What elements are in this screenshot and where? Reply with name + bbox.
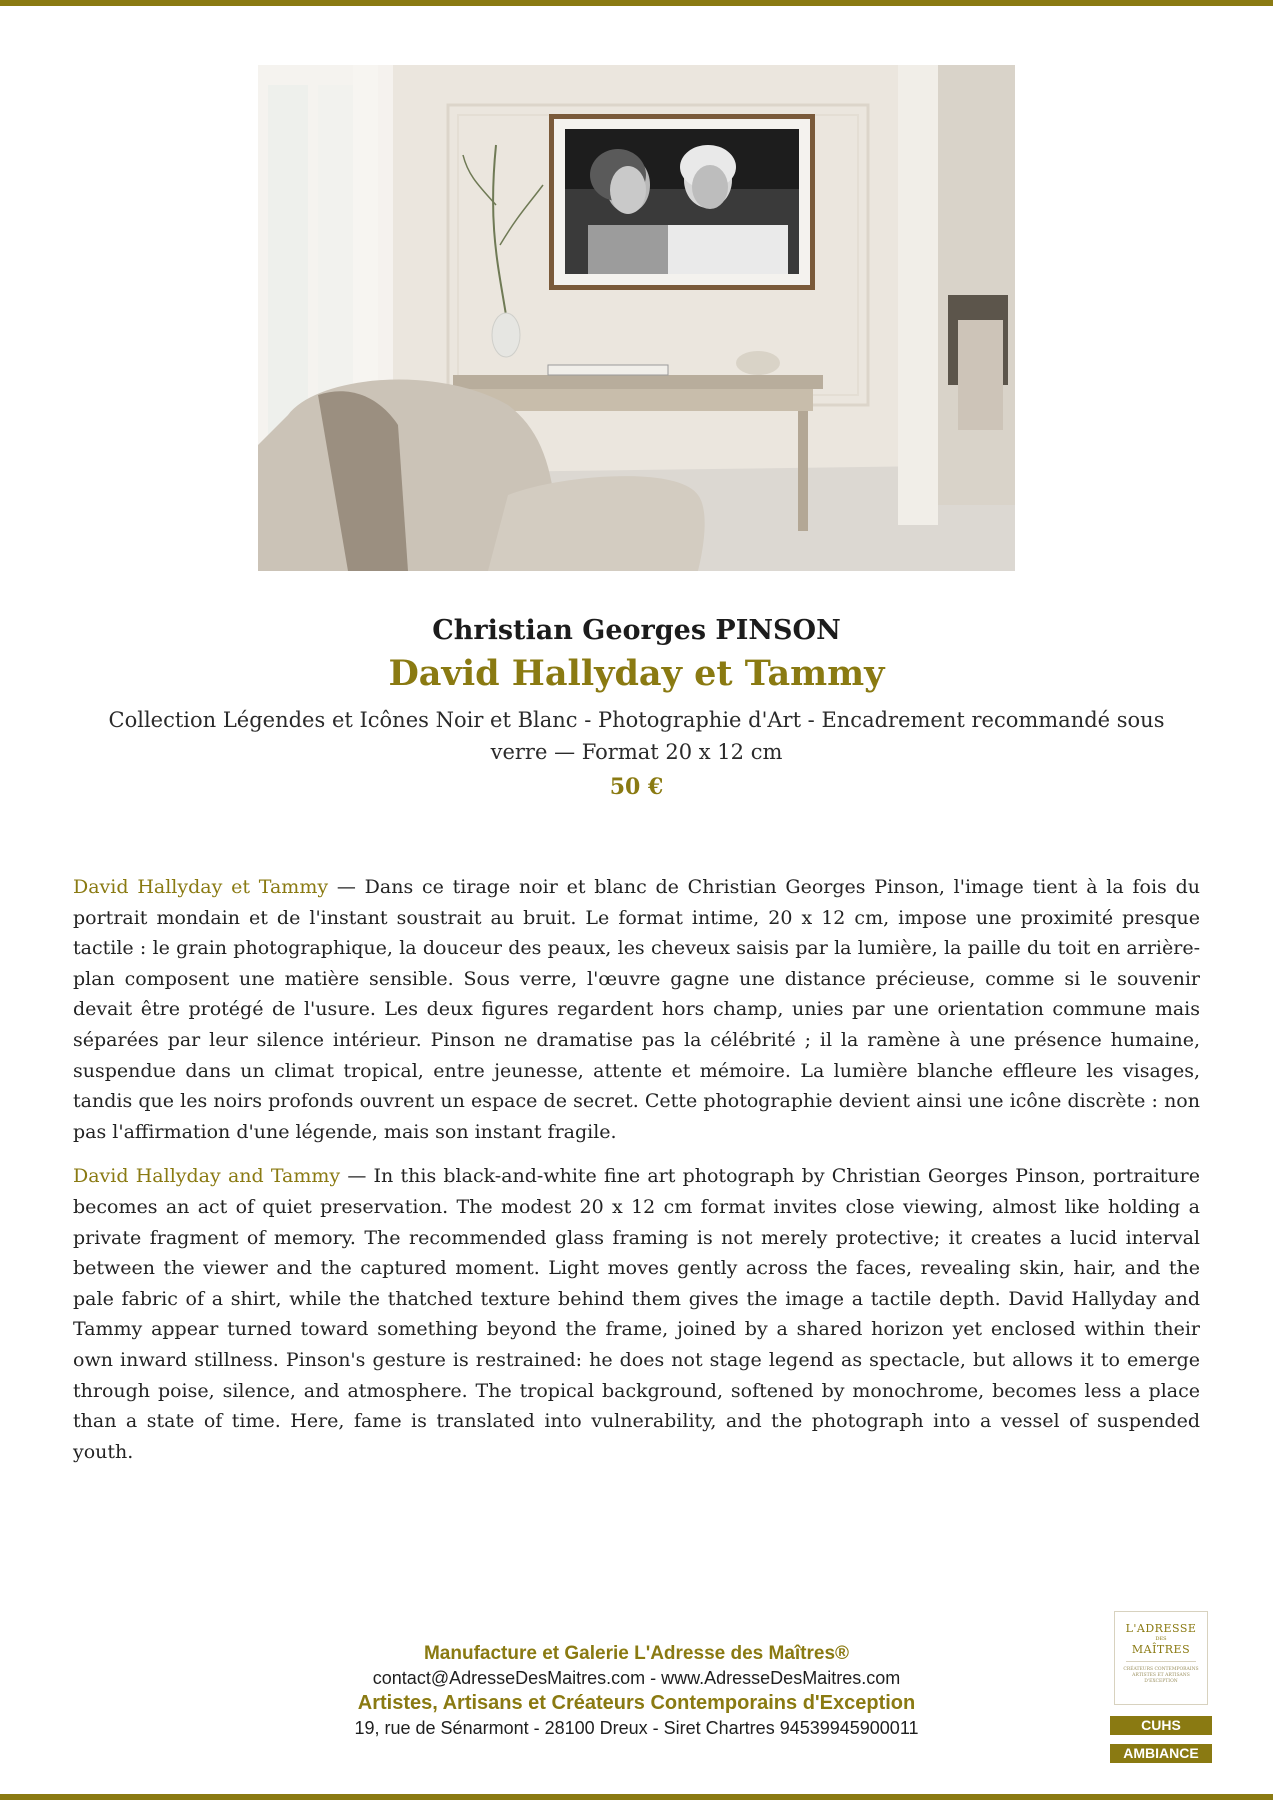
description-fr-lead: David Hallyday et Tammy [73, 876, 329, 898]
artist-name: Christian Georges PINSON [432, 615, 841, 646]
description-en-text: — In this black-and-white fine art photograph by Christian Georges Pinson, portraiture becomes an act of quiet preservation. The modest 20 x 12 cm format invites close viewing, almost like holding a private fragment of memory. The recommended glass framing is not merely protective; it creates a lucid interval between the viewer and the captured moment. Light moves gently across the faces, revealing skin, hair, and the pale fabric of a shirt, while the thatched texture behind them gives the image a tactile depth. David Hallyday and Tammy appear turned toward something beyond the frame, joined by a shared horizon yet enclosed within their own inward stillness. Pinson's gesture is restrained: he does not stage legend as spectacle, but allows it to emerge through poise, silence, and atmosphere. The tropical background, softened by monochrome, becomes less a place than a state of time. Here, fame is translated into vulnerability, and the photograph into a vessel of suspended youth. [73, 1165, 1200, 1463]
footer-tagline: Artistes, Artisans et Créateurs Contemporains d'Exception [357, 1692, 916, 1714]
gallery-logo [1114, 1611, 1208, 1705]
description [73, 872, 1200, 1481]
footer-contact: contact@AdresseDesMaitres.com - www.AdresseDesMaitres.com [372, 1668, 901, 1688]
artwork-price: 50 € [609, 774, 664, 800]
logo-line-2: DES [1155, 1636, 1167, 1642]
bottom-rule [0, 1794, 1273, 1800]
logo-line-3: MAÎTRES [1131, 1643, 1191, 1656]
footer-company: Manufacture et Galerie L'Adresse des Maîtres® [423, 1643, 850, 1664]
footer-address: 19, rue de Sénarmont - 28100 Dreux - Siret Chartres 94539945900011 [354, 1718, 919, 1738]
top-rule [0, 0, 1273, 6]
product-ambiance-photo [258, 65, 1015, 571]
description-en-lead: David Hallyday and Tammy [73, 1165, 341, 1188]
artwork-subtitle: Collection Légendes et Icônes Noir et Blanc - Photographie d'Art - Encadrement recommandé sous verre — Format 20 x 12 cm [108, 708, 1165, 764]
badge-cuhs: CUHS [1110, 1716, 1212, 1735]
footer [300, 1642, 973, 1740]
description-en [73, 1161, 1200, 1467]
badge-ambiance: AMBIANCE [1110, 1744, 1212, 1763]
logo-line-1: L'ADRESSE [1125, 1622, 1197, 1635]
artwork-title: David Hallyday et Tammy [388, 653, 885, 694]
logo-divider [1126, 1661, 1196, 1662]
description-fr-text: — Dans ce tirage noir et blanc de Christian Georges Pinson, l'image tient à la fois du portrait mondain et de l'instant soustrait au bruit. Le format intime, 20 x 12 cm, impose une proximité presque tactile : le grain photographique, la douceur des peaux, les cheveux saisis par la lumière, la paille du toit en arrière-plan composent une matière sensible. Sous verre, l'œuvre gagne une distance précieuse, comme si le souvenir devait être protégé de l'usure. Les deux figures regardent hors champ, unies par une orientation commune mais séparées par leur silence intérieur. Pinson ne dramatise pas la célébrité ; il la ramène à une présence humaine, suspendue dans un climat tropical, entre jeunesse, attente et mémoire. La lumière blanche effleure les visages, tandis que les noirs profonds ouvrent un espace de secret. Cette photographie devient ainsi une icône discrète : non pas l'affirmation d'une légende, mais son instant fragile. [73, 876, 1200, 1143]
description-fr [73, 872, 1200, 1147]
product-header [60, 612, 1213, 802]
logo-line-4: CRÉATEURS CONTEMPORAINS ARTISTES ET ARTISANS D'EXCEPTION [1123, 1667, 1199, 1684]
